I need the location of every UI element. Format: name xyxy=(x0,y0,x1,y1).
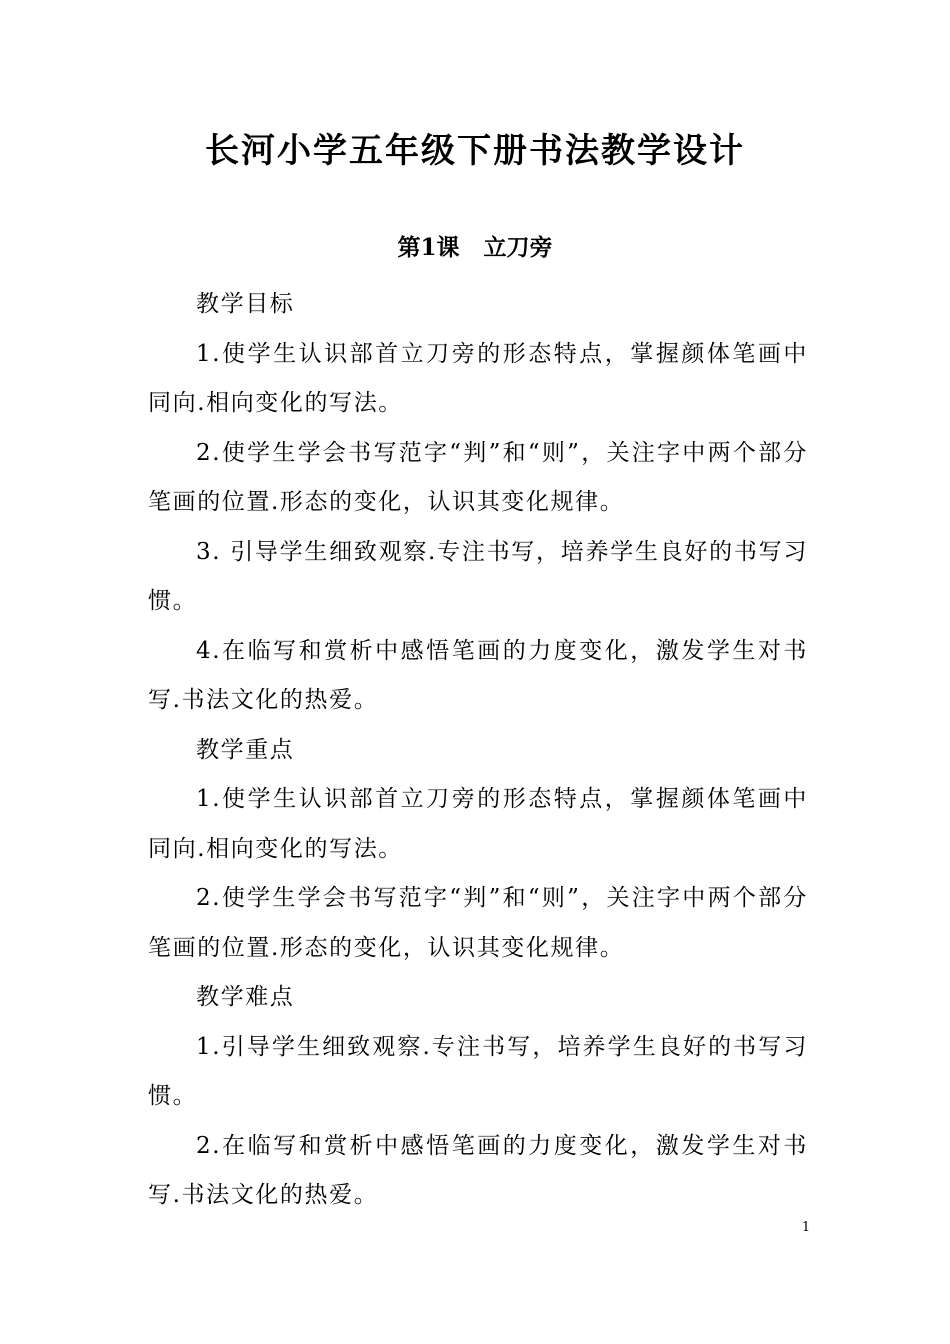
objective-item-3: 3. 引导学生细致观察.专注书写，培养学生良好的书写习惯。 xyxy=(148,538,808,614)
difficulty-item-1: 1.引导学生细致观察.专注书写，培养学生良好的书写习惯。 xyxy=(148,1033,808,1109)
key-point-item-1: 1.使学生认识部首立刀旁的形态特点，掌握颜体笔画中同向.相向变化的写法。 xyxy=(148,786,808,862)
key-point-item-2: 2.使学生学会书写范字“判”和“则”，关注字中两个部分笔画的位置.形态的变化，认识其变化规律。 xyxy=(148,885,808,961)
difficulty-item-2: 2.在临写和赏析中感悟笔画的力度变化，激发学生对书写.书法文化的热爱。 xyxy=(148,1132,808,1208)
objectives-heading: 教学目标 xyxy=(196,291,295,317)
difficulties-heading: 教学难点 xyxy=(196,984,295,1010)
objective-item-4: 4.在临写和赏析中感悟笔画的力度变化，激发学生对书写.书法文化的热爱。 xyxy=(148,637,808,713)
objective-item-1: 1.使学生认识部首立刀旁的形态特点，掌握颜体笔画中同向.相向变化的写法。 xyxy=(148,340,808,416)
document-title: 长河小学五年级下册书法教学设计 xyxy=(205,131,745,171)
page-number: 1 xyxy=(801,1220,811,1235)
objective-item-2: 2.使学生学会书写范字“判”和“则”，关注字中两个部分笔画的位置.形态的变化，认识其变化规律。 xyxy=(148,439,808,515)
lesson-title: 第1课 立刀旁 xyxy=(397,234,553,261)
document-body xyxy=(148,280,808,1221)
key-points-heading: 教学重点 xyxy=(196,736,295,763)
